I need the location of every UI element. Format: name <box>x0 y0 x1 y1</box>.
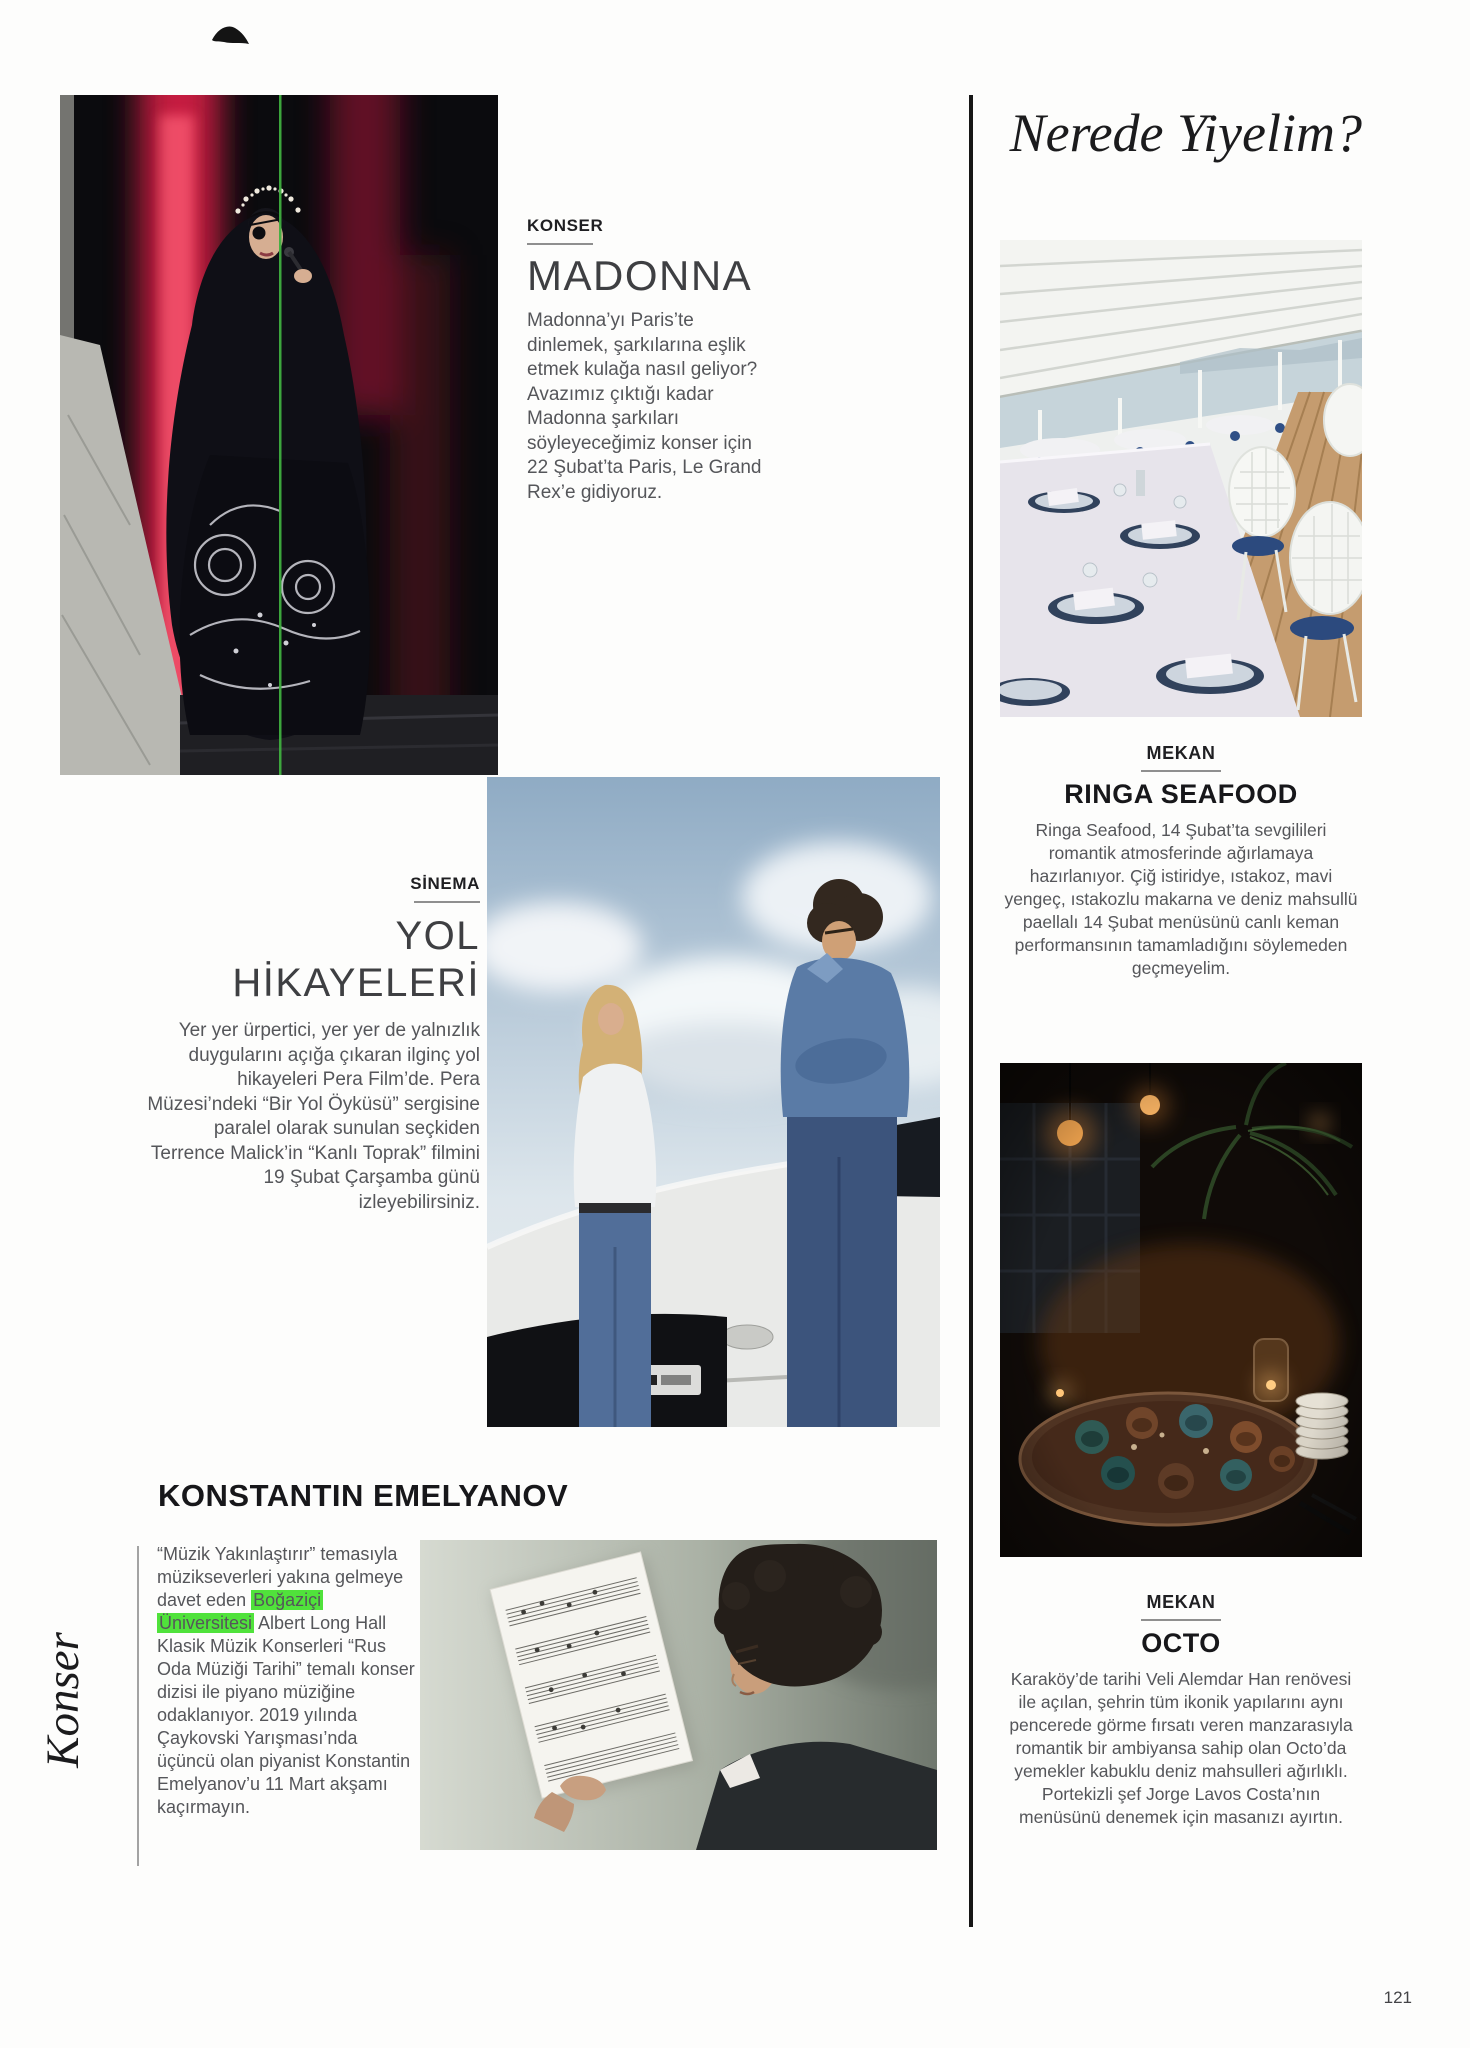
sinema-body: Yer yer ürpertici, yer yer de yalnızlık duygularını açığa çıkaran ilginç yol hikayeleri Pera Film’de. Pera Müzesi’ndeki “Bir Yol Öyküsü” sergisine paralel olarak sunulan seçkiden Terrence Malick’in “Kanlı Toprak” filmini 19 Şubat Çarşamba günü izleyebilirsiniz. <box>147 1020 480 1213</box>
kicker-rule <box>1141 1619 1221 1621</box>
konstantin-body-start: “Müzik Yakınlaştırır” temasıyla müzikseverleri yakına gelmeye davet eden <box>157 1544 404 1610</box>
konser-side-label: Konser <box>37 1632 89 1768</box>
ringa-body: Ringa Seafood, 14 Şubat’ta sevgilileri romantik atmosferinde ağırlamaya hazırlanıyor. Çiğ istiridye, ıstakoz, mavi yengeç, ıstakozlu makarna ve deniz mahsullü paellalı 14 Şubat menüsünü canlı keman performansının tamamladığını söylemeden geçmeyelim. <box>1004 820 1358 978</box>
section-ringa-seafood <box>1000 743 1362 980</box>
konstantin-emelyanov-pianist-photo <box>420 1540 937 1850</box>
konstantin-title: KONSTANTIN EMELYANOV <box>158 1478 569 1513</box>
madonna-concert-photo <box>60 95 498 775</box>
highlight-bogazici: Boğaziçi <box>253 1590 322 1610</box>
section-konser-madonna <box>527 216 777 505</box>
section-sinema <box>140 874 480 1215</box>
kicker-rule <box>1141 770 1221 772</box>
madonna-title: MADONNA <box>527 252 753 299</box>
octo-restaurant-interior-photo <box>1000 1063 1362 1557</box>
column-divider-rule <box>969 95 973 1927</box>
road-movie-couple-car-photo <box>487 777 940 1427</box>
kicker-sinema: SİNEMA <box>410 874 480 893</box>
konstantin-body <box>157 1543 415 1819</box>
octo-title: OCTO <box>1141 1628 1221 1658</box>
ringa-title: RINGA SEAFOOD <box>1064 779 1298 809</box>
section-octo <box>1000 1592 1362 1829</box>
green-scan-line <box>279 95 282 775</box>
konstantin-left-rule <box>137 1546 139 1866</box>
where-to-eat-header: Nerede Yiyelim? <box>1009 103 1362 163</box>
kicker-mekan-ringa: MEKAN <box>1146 743 1216 763</box>
octo-body: Karaköy’de tarihi Veli Alemdar Han renövesi ile açılan, şehrin tüm ikonik yapılarını aynı pencerede görme fırsatı veren manzarasıyla romantik bir ambiyansa sahip olan Octo’da yemekler kabuklu deniz mahsulleri ağırlıklı. Portekizli şef Jorge Lavos Costa’nın menüsünü denemek için masanızı ayırtın. <box>1009 1669 1353 1827</box>
sinema-title: YOL HİKAYELERİ <box>232 914 480 1005</box>
kicker-mekan-octo: MEKAN <box>1146 1592 1216 1612</box>
page-number: 121 <box>1383 1988 1412 2007</box>
ringa-seafood-terrace-photo <box>1000 240 1362 717</box>
kicker-konser: KONSER <box>527 216 604 235</box>
kicker-rule <box>527 243 593 245</box>
kicker-rule <box>414 901 480 903</box>
konstantin-body-end: Albert Long Hall Klasik Müzik Konserleri “Rus Oda Müziği Tarihi” temalı konser dizisi ile piyano müziğine odaklanıyor. 2019 yılında Çaykovski Yarışması’nda üçüncü olan piyanist Konstantin Emelyanov’u 11 Mart akşamı kaçırmayın. <box>157 1613 415 1817</box>
scan-artifact-mark <box>208 22 252 48</box>
madonna-body: Madonna’yı Paris’te dinlemek, şarkılarına eşlik etmek kulağa nasıl geliyor? Avazımız çıktığı kadar Madonna şarkıları söyleyeceğimiz konser için 22 Şubat’ta Paris, Le Grand Rex’e gidiyoruz. <box>527 310 762 503</box>
highlight-universitesi: Üniversitesi <box>159 1613 253 1633</box>
